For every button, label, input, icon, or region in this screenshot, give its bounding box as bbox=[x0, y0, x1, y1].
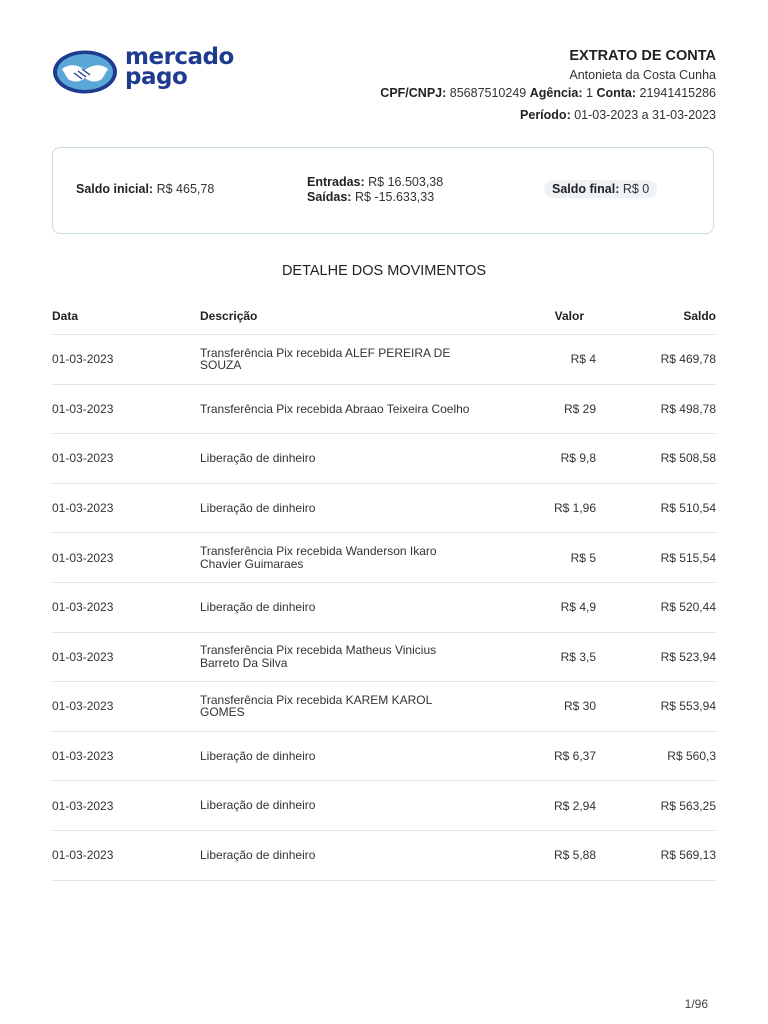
statement-title: EXTRATO DE CONTA bbox=[569, 48, 716, 64]
row-value: R$ 9,8 bbox=[560, 451, 596, 466]
column-header-saldo: Saldo bbox=[683, 309, 716, 323]
brand-line-2: pago bbox=[125, 64, 188, 90]
handshake-icon bbox=[52, 49, 118, 95]
cpf-value: 85687510249 bbox=[449, 86, 527, 100]
table-row bbox=[52, 434, 716, 484]
row-value: R$ 2,94 bbox=[553, 798, 596, 813]
row-description: Transferência Pix recebida Abraao Teixeira Coelho bbox=[200, 401, 470, 416]
row-date: 01-03-2023 bbox=[52, 501, 114, 516]
row-date: 01-03-2023 bbox=[52, 451, 114, 466]
row-value: R$ 30 bbox=[563, 699, 596, 714]
row-value: R$ 3,5 bbox=[560, 649, 596, 664]
balance-summary-card bbox=[52, 147, 714, 234]
agencia-label: Agência: bbox=[529, 86, 583, 100]
row-date: 01-03-2023 bbox=[52, 848, 114, 863]
saldo-final-label: Saldo final: bbox=[552, 182, 620, 196]
row-value: R$ 5,88 bbox=[553, 848, 596, 863]
conta-label: Conta: bbox=[596, 86, 637, 100]
cpf-label: CPF/CNPJ: bbox=[380, 86, 447, 100]
row-date: 01-03-2023 bbox=[52, 649, 114, 664]
row-date: 01-03-2023 bbox=[52, 550, 114, 565]
row-balance: R$ 510,54 bbox=[660, 501, 716, 516]
entradas bbox=[307, 175, 443, 190]
row-balance: R$ 523,94 bbox=[660, 649, 716, 664]
cash-flow bbox=[307, 175, 443, 205]
entradas-label: Entradas: bbox=[307, 175, 365, 189]
table-row bbox=[52, 831, 716, 881]
row-description: Transferência Pix recebida ALEF PEREIRA DE SOUZA bbox=[200, 345, 451, 373]
saldo-inicial-value: R$ 465,78 bbox=[156, 182, 215, 196]
agencia-value: 1 bbox=[586, 86, 593, 100]
column-header-valor: Valor bbox=[554, 309, 584, 323]
period bbox=[380, 106, 716, 124]
entradas-value: R$ 16.503,38 bbox=[368, 175, 444, 189]
row-date: 01-03-2023 bbox=[52, 600, 114, 615]
row-balance: R$ 553,94 bbox=[660, 699, 716, 714]
section-title: DETALHE DOS MOVIMENTOS bbox=[281, 263, 487, 279]
row-balance: R$ 515,54 bbox=[660, 550, 716, 565]
table-row bbox=[52, 732, 716, 782]
row-description: Liberação de dinheiro bbox=[200, 500, 316, 515]
row-value: R$ 4 bbox=[570, 352, 596, 367]
table-row bbox=[52, 583, 716, 633]
row-description: Liberação de dinheiro bbox=[200, 451, 316, 466]
brand-line-1: mercado bbox=[125, 44, 234, 70]
table-row bbox=[52, 682, 716, 732]
row-description: Transferência Pix recebida KAREM KAROL GOMES bbox=[200, 692, 432, 720]
column-header-data: Data bbox=[52, 309, 79, 323]
row-value: R$ 1,96 bbox=[553, 501, 596, 516]
table-header bbox=[52, 298, 716, 335]
periodo-label: Período: bbox=[520, 108, 571, 122]
row-date: 01-03-2023 bbox=[52, 749, 114, 764]
table-body bbox=[52, 335, 716, 881]
periodo-value: 01-03-2023 a 31-03-2023 bbox=[574, 108, 716, 122]
saldo-final-badge bbox=[544, 180, 657, 198]
saidas-label: Saídas: bbox=[307, 190, 352, 204]
row-value: R$ 29 bbox=[563, 401, 596, 416]
table-row bbox=[52, 781, 716, 831]
saidas-value: R$ -15.633,33 bbox=[354, 190, 435, 204]
saldo-inicial-label: Saldo inicial: bbox=[76, 182, 154, 196]
row-value: R$ 4,9 bbox=[560, 600, 596, 615]
row-value: R$ 5 bbox=[570, 550, 596, 565]
statement-header bbox=[380, 48, 716, 124]
table-row bbox=[52, 335, 716, 385]
row-balance: R$ 560,3 bbox=[667, 749, 716, 764]
row-value: R$ 6,37 bbox=[553, 749, 596, 764]
row-date: 01-03-2023 bbox=[52, 699, 114, 714]
conta-value: 21941415286 bbox=[639, 86, 716, 100]
row-description: Liberação de dinheiro bbox=[200, 847, 316, 862]
mercado-pago-logo bbox=[52, 44, 237, 97]
row-date: 01-03-2023 bbox=[52, 798, 114, 813]
row-balance: R$ 508,58 bbox=[660, 451, 716, 466]
row-balance: R$ 569,13 bbox=[660, 848, 716, 863]
saldo-inicial bbox=[76, 182, 214, 196]
row-date: 01-03-2023 bbox=[52, 401, 114, 416]
row-description: Liberação de dinheiro bbox=[200, 798, 316, 813]
table-row bbox=[52, 484, 716, 534]
row-balance: R$ 563,25 bbox=[660, 798, 716, 813]
row-description: Liberação de dinheiro bbox=[200, 748, 316, 763]
table-row bbox=[52, 533, 716, 583]
row-description: Liberação de dinheiro bbox=[200, 600, 316, 615]
saidas bbox=[307, 190, 443, 205]
row-description: Transferência Pix recebida Wanderson Ikaro Chavier Guimaraes bbox=[200, 544, 437, 571]
column-header-descricao: Descrição bbox=[200, 308, 258, 323]
row-date: 01-03-2023 bbox=[52, 352, 114, 367]
page-number: 1/96 bbox=[684, 997, 708, 1011]
row-description: Transferência Pix recebida Matheus Vinicius Barreto Da Silva bbox=[200, 643, 437, 670]
transactions-table bbox=[52, 298, 716, 881]
account-holder-name: Antonieta da Costa Cunha bbox=[569, 68, 716, 82]
saldo-final-value: R$ 0 bbox=[622, 182, 650, 196]
row-balance: R$ 520,44 bbox=[660, 600, 716, 615]
row-balance: R$ 498,78 bbox=[660, 401, 716, 416]
row-balance: R$ 469,78 bbox=[660, 352, 716, 367]
brand-wordmark bbox=[125, 44, 234, 90]
table-row bbox=[52, 633, 716, 683]
table-row bbox=[52, 385, 716, 435]
account-ids bbox=[380, 84, 716, 102]
